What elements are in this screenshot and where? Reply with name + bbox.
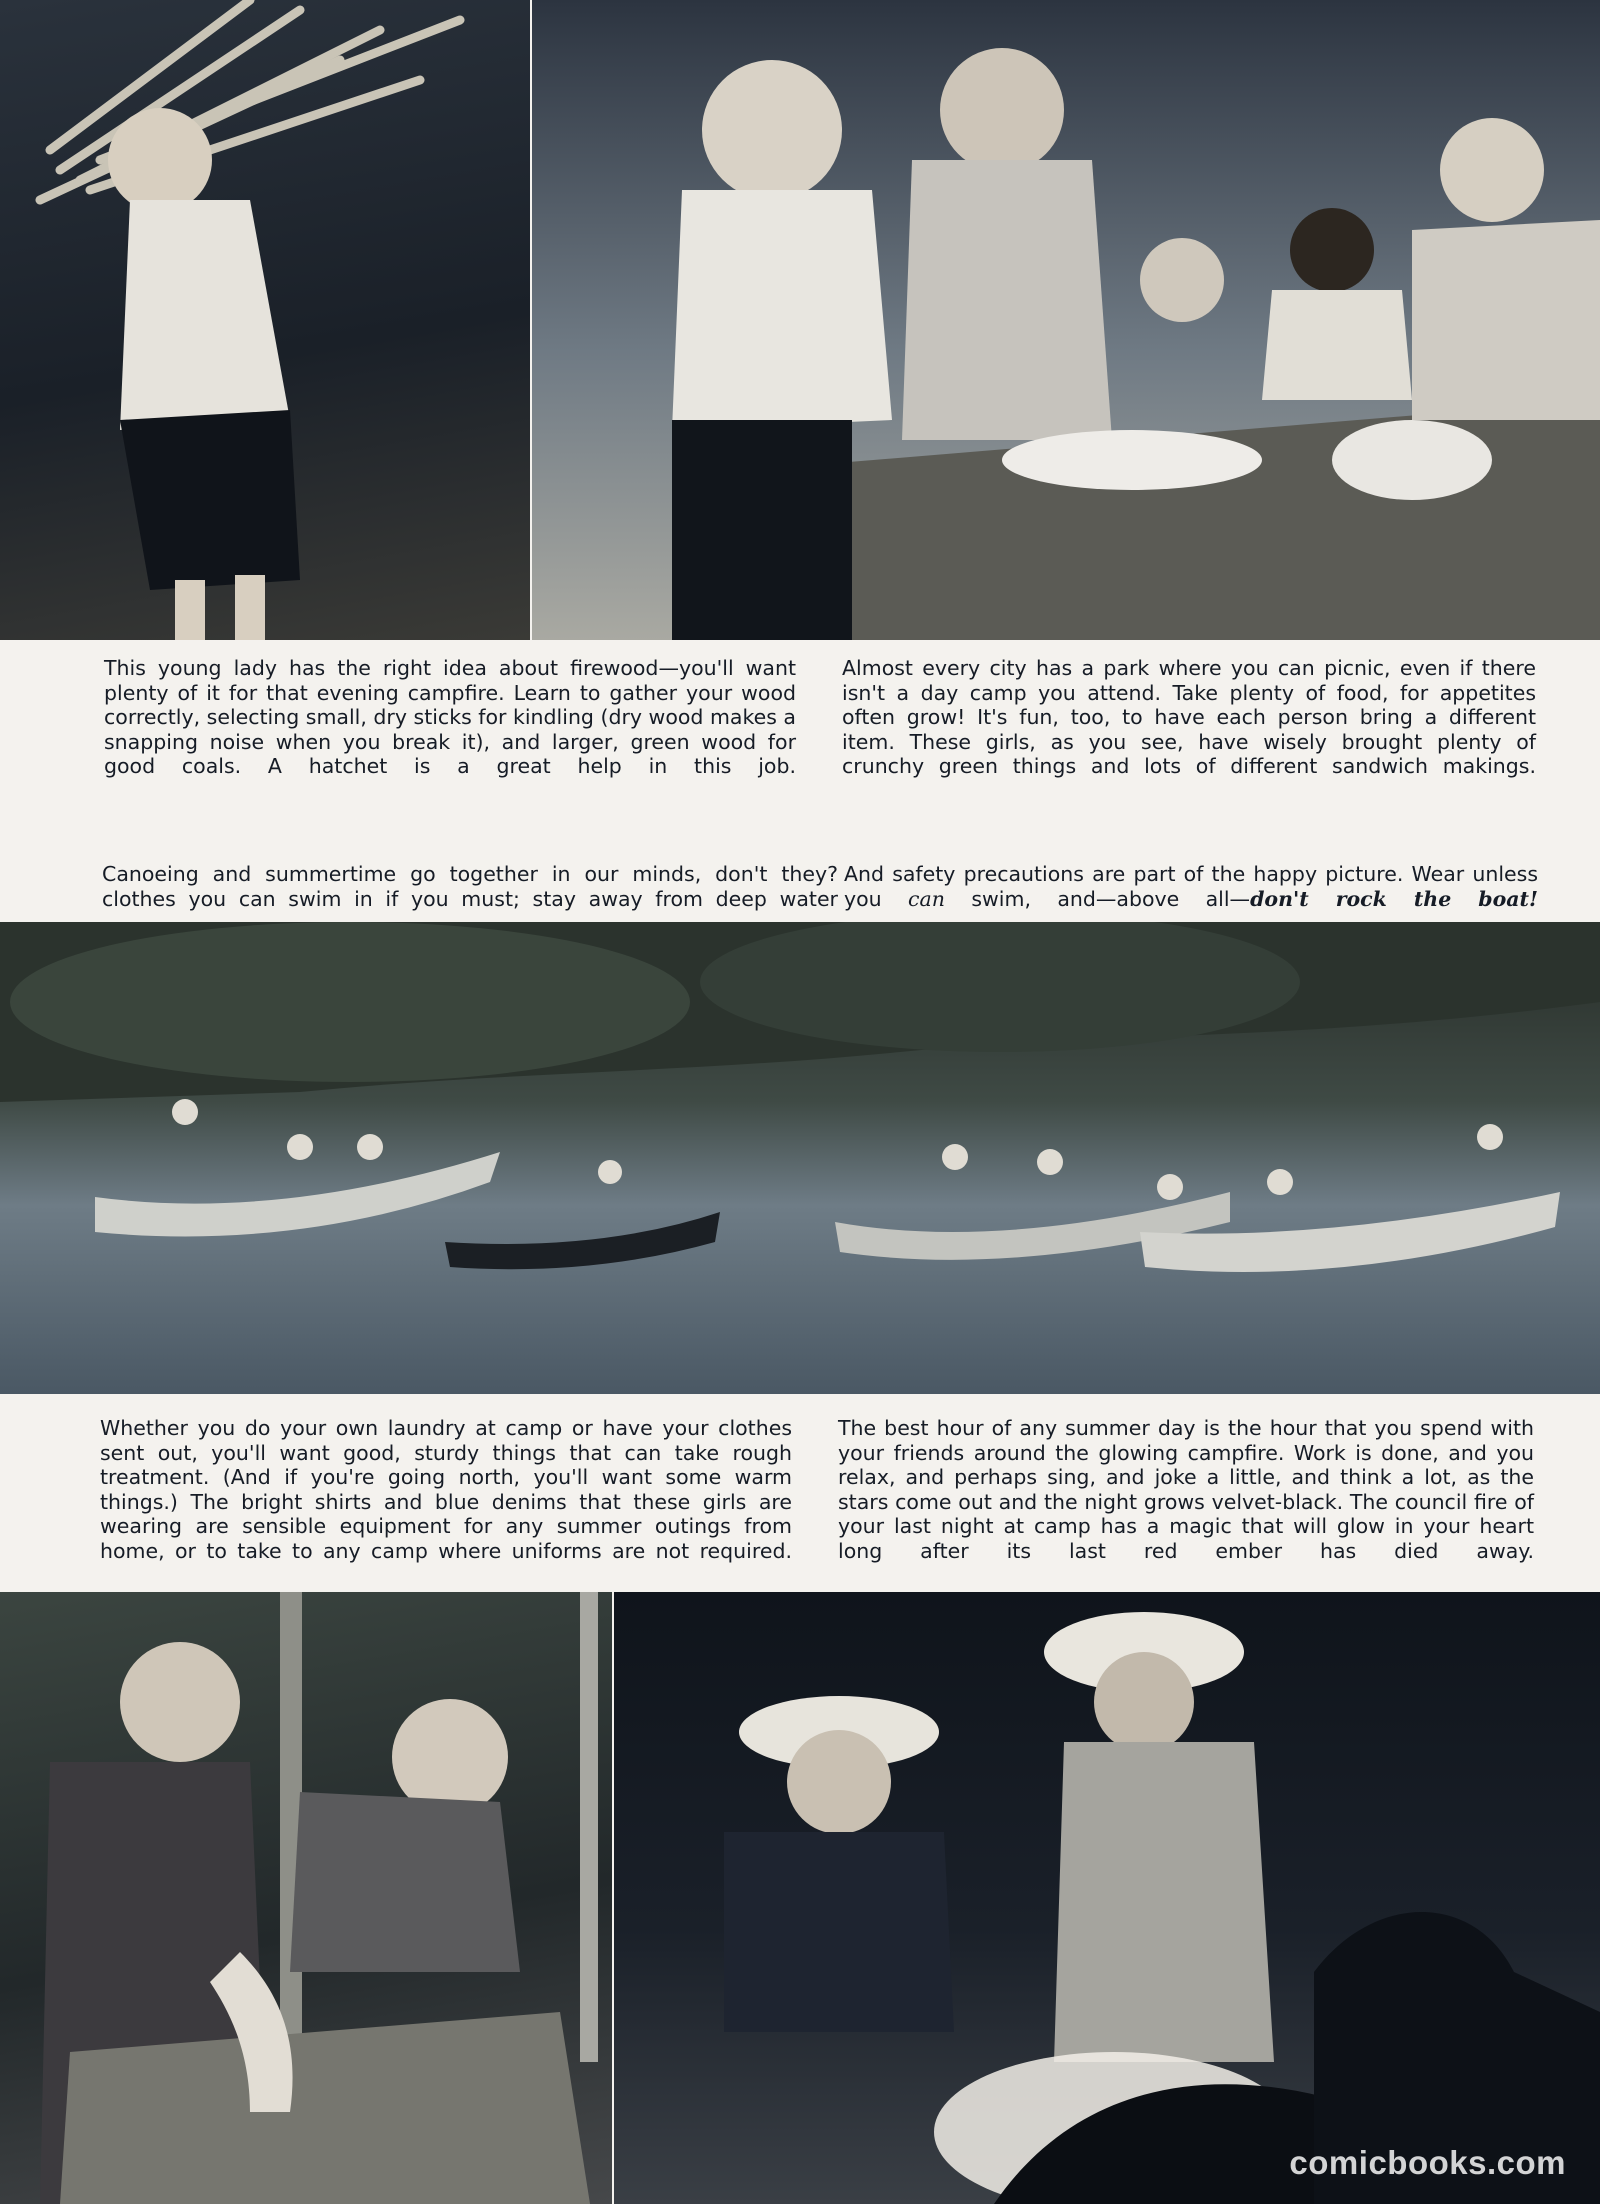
photo-girl-carrying-firewood — [0, 0, 530, 640]
caption-canoeing-left: Canoeing and summertime go together in our minds, don't they? clothes you can swim in if you must; stay away from deep water — [102, 862, 838, 911]
caption-canoeing-emphasis: don't rock the boat! — [1250, 886, 1538, 911]
caption-laundry: Whether you do your own laundry at camp or have your clothes sent out, you'll want good, sturdy things that can take rough treatment. (And if you're going north, you'll want some warm things.) The bright shirts and blue denims that these girls are wearing are sensible equipment for any summer outings from home, or to take to any camp where uniforms are not required. — [100, 1416, 792, 1563]
photo-girls-doing-laundry — [0, 1592, 612, 2204]
caption-picnic: Almost every city has a park where you can picnic, even if there isn't a day camp you attend. Take plenty of food, for appetites often grow! It's fun, too, to have each person bring a different item. These girls, as you see, have wisely brought plenty of crunchy green things and lots of different sandwich makings. — [842, 656, 1536, 778]
caption-campfire: The best hour of any summer day is the hour that you spend with your friends around the glowing campfire. Work is done, and you relax, and perhaps sing, and joke a little, and think a lot, as the stars come out and the night grows velvet-black. The council fire of your last night at camp has a magic that will glow in your heart long after its last red ember has died away. — [838, 1416, 1534, 1563]
photo-picnic-table — [532, 0, 1600, 640]
photo-canoes-on-river — [0, 922, 1600, 1394]
caption-canoeing-right-text: And safety precautions are part of the happy picture. Wear unless you — [844, 862, 1538, 911]
photo-campfire-at-night — [614, 1592, 1600, 2204]
caption-canoeing-right-text-2: swim, and—above all— — [971, 886, 1251, 911]
caption-canoeing-right — [844, 862, 1538, 911]
caption-canoeing-emphasis-can: can — [908, 886, 945, 911]
watermark-text: comicbooks.com — [1289, 2144, 1566, 2181]
caption-firewood: This young lady has the right idea about firewood—you'll want plenty of it for that evening campfire. Learn to gather your wood correctly, selecting small, dry sticks for kindling (dry wood makes a snapping noise when you break it), and larger, green wood for good coals. A hatchet is a great help in this job. — [104, 656, 796, 778]
